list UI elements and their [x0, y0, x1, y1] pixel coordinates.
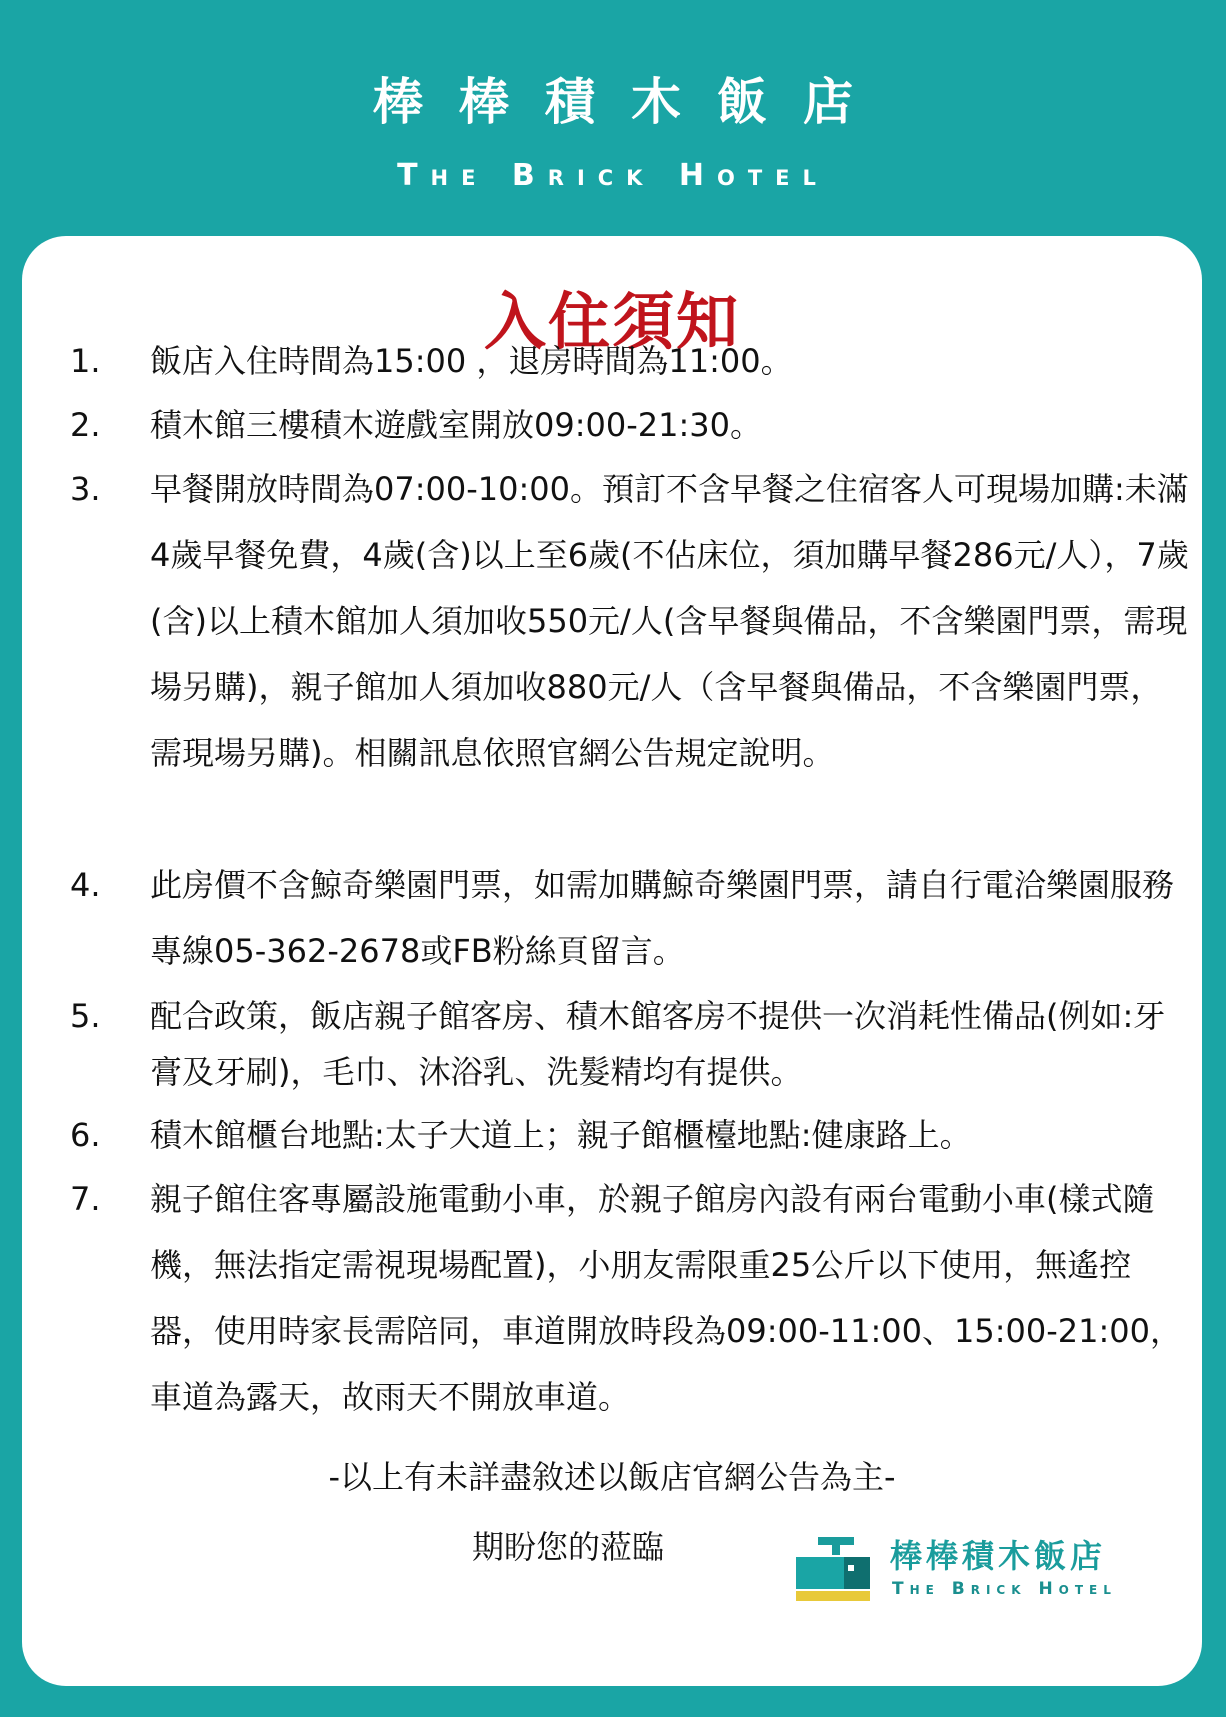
item-number: 5. [70, 997, 101, 1035]
list-item [70, 852, 1190, 984]
hotel-name-zh: 棒棒積木飯店 [373, 73, 889, 131]
list-item [70, 1102, 1190, 1168]
item-number: 7. [70, 1180, 101, 1218]
footnote: -以上有未詳盡敘述以飯店官網公告為主- [328, 1458, 896, 1496]
notice-card [22, 236, 1202, 1686]
hotel-name-en: The Brick Hotel [397, 158, 829, 193]
item-text: 配合政策，飯店親子館客房、積木館客房不提供一次消耗性備品(例如:牙膏及牙刷)，毛巾、沐浴乳、洗髮精均有提供。 [150, 997, 1166, 1091]
item-number: 1. [70, 342, 101, 380]
item-number: 4. [70, 866, 101, 904]
item-text: 親子館住客專屬設施電動小車，於親子館房內設有兩台電動小車(樣式隨機，無法指定需視現場配置)，小朋友需限重25公斤以下使用，無遙控器，使用時家長需陪同，車道開放時段為09:00-11:00、15:00-21:00，車道為露天，故雨天不開放車道。 [150, 1180, 1182, 1416]
hotel-logo [792, 1531, 1172, 1613]
item-text: 此房價不含鯨奇樂園門票，如需加購鯨奇樂園門票，請自行電洽樂園服務專線05-362-2678或FB粉絲頁留言。 [150, 866, 1175, 970]
item-number: 6. [70, 1116, 101, 1154]
list-item [70, 1166, 1190, 1430]
item-text: 飯店入住時間為15:00 ，退房時間為11:00。 [150, 342, 793, 380]
notice-title: 入住須知 [483, 285, 740, 358]
list-item [70, 456, 1190, 786]
item-text: 積木館三樓積木遊戲室開放09:00-21:30。 [150, 406, 762, 444]
brick-car-logo-icon [792, 1535, 878, 1605]
item-number: 2. [70, 406, 101, 444]
list-item [70, 328, 1190, 394]
item-text: 早餐開放時間為07:00-10:00。預訂不含早餐之住宿客人可現場加購:未滿4歲早餐免費，4歲(含)以上至6歲(不佔床位，須加購早餐286元/人），7歲(含)以上積木館加人須加收550元/人(含早餐與備品，不含樂園門票，需現場另購)，親子館加人須加收880元/人（含早餐與備品，不含樂園門票，需現場另購)。相關訊息依照官網公告規定說明。 [150, 470, 1189, 772]
header [0, 0, 1226, 236]
logo-name-en: The Brick Hotel [892, 1579, 1117, 1599]
item-number: 3. [70, 470, 101, 508]
list-item [70, 988, 1190, 1100]
item-text: 積木館櫃台地點:太子大道上；親子館櫃檯地點:健康路上。 [150, 1116, 972, 1154]
closing-text: 期盼您的蒞臨 [472, 1528, 665, 1566]
logo-name-zh: 棒棒積木飯店 [890, 1537, 1107, 1575]
list-item [70, 392, 1190, 458]
